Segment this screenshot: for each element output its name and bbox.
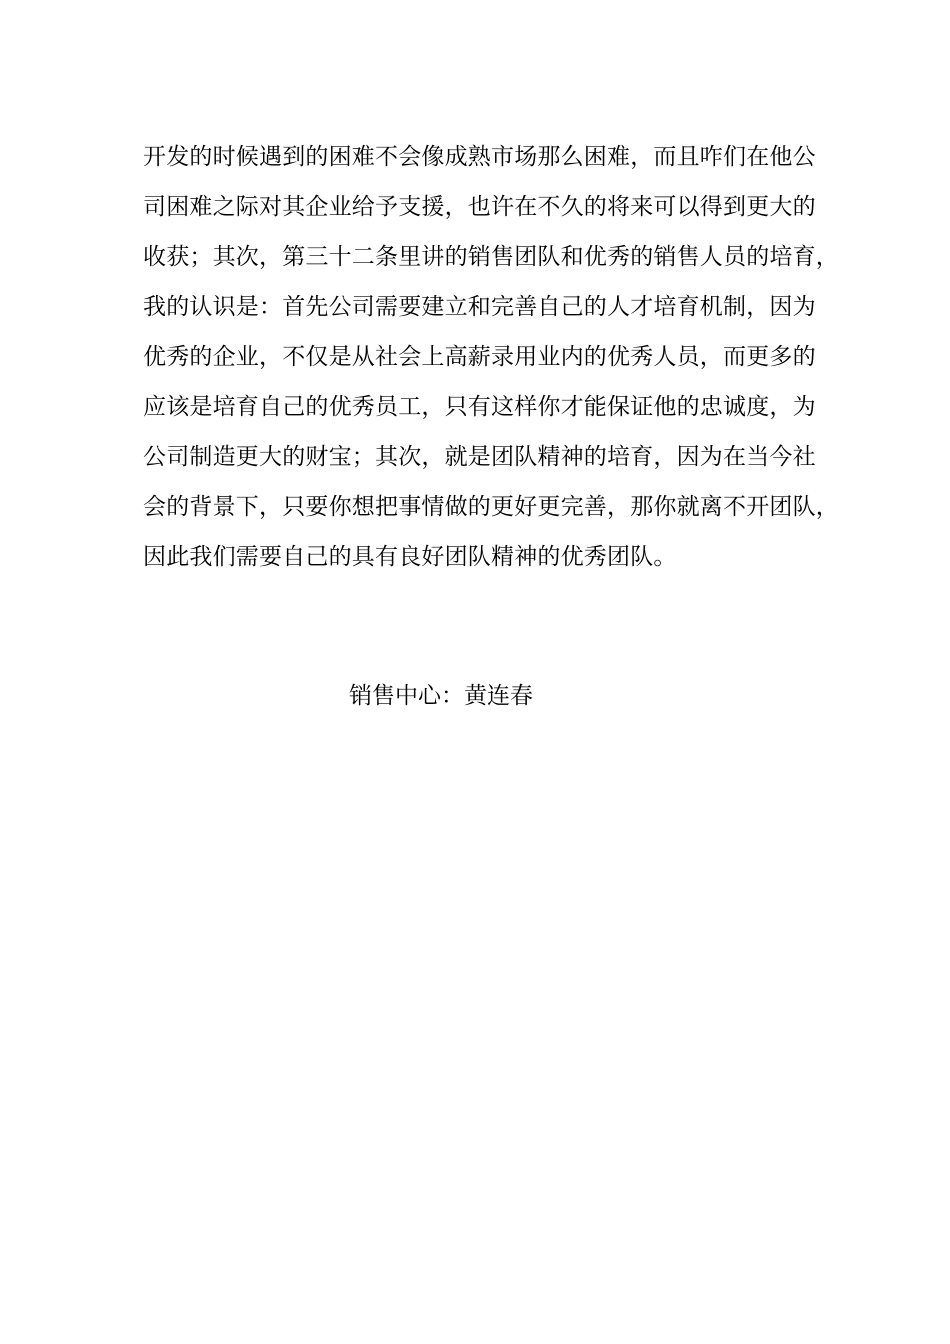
text-line: 优秀的企业，不仅是从社会上高薪录用业内的优秀人员，而更多的 (143, 344, 816, 370)
text-line: 开发的时候遇到的困难不会像成熟市场那么困难，而且咋们在他公 (143, 144, 816, 170)
text-line: 会的背景下，只要你想把事情做的更好更完善，那你就离不开团队， (143, 494, 839, 520)
body-paragraph (143, 132, 839, 582)
text-line: 公司制造更大的财宝；其次，就是团队精神的培育，因为在当今社 (143, 444, 816, 470)
text-line: 司困难之际对其企业给予支援，也许在不久的将来可以得到更大的 (143, 194, 816, 220)
text-line: 收获；其次，第三十二条里讲的销售团队和优秀的销售人员的培育， (143, 244, 839, 270)
text-line: 我的认识是：首先公司需要建立和完善自己的人才培育机制，因为 (143, 294, 816, 320)
text-line: 因此我们需要自己的具有良好团队精神的优秀团队。 (143, 544, 677, 570)
signature: 销售中心：黄连春 (349, 683, 533, 709)
text-line: 应该是培育自己的优秀员工，只有这样你才能保证他的忠诚度，为 (143, 394, 816, 420)
